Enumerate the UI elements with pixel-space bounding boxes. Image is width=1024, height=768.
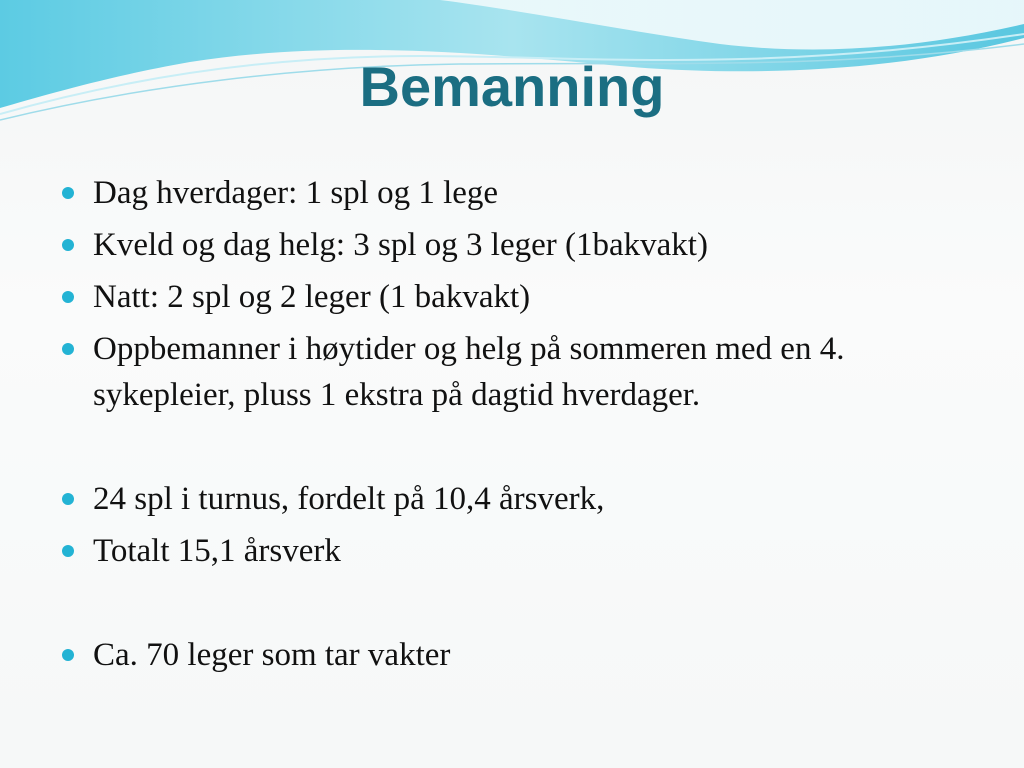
bullet-text: Oppbemanner i høytider og helg på sommeren med en 4. sykepleier, pluss 1 ekstra på dagtid hverdager.	[93, 331, 845, 413]
bullet-dot-icon	[62, 187, 74, 199]
bullet-dot-icon	[62, 649, 74, 661]
bullet-dot-icon	[62, 545, 74, 557]
bullet-dot-icon	[62, 343, 74, 355]
slide-title: Bemanning	[359, 55, 665, 118]
bullet-dot-icon	[62, 239, 74, 251]
bullet-item	[62, 632, 962, 678]
bullet-list	[62, 170, 962, 684]
bullet-item	[62, 274, 962, 320]
bullet-text: 24 spl i turnus, fordelt på 10,4 årsverk,	[93, 481, 605, 517]
bullet-text: Kveld og dag helg: 3 spl og 3 leger (1bakvakt)	[93, 227, 708, 263]
bullet-item	[62, 222, 962, 268]
bullet-item	[62, 528, 962, 574]
bullet-item	[62, 170, 962, 216]
bullet-text: Dag hverdager: 1 spl og 1 lege	[93, 175, 499, 211]
bullet-dot-icon	[62, 493, 74, 505]
bullet-item	[62, 326, 962, 418]
bullet-dot-icon	[62, 291, 74, 303]
bullet-item	[62, 476, 962, 522]
bullet-text: Natt: 2 spl og 2 leger (1 bakvakt)	[93, 279, 531, 315]
bullet-text: Totalt 15,1 årsverk	[93, 533, 341, 569]
bullet-text: Ca. 70 leger som tar vakter	[93, 637, 451, 673]
